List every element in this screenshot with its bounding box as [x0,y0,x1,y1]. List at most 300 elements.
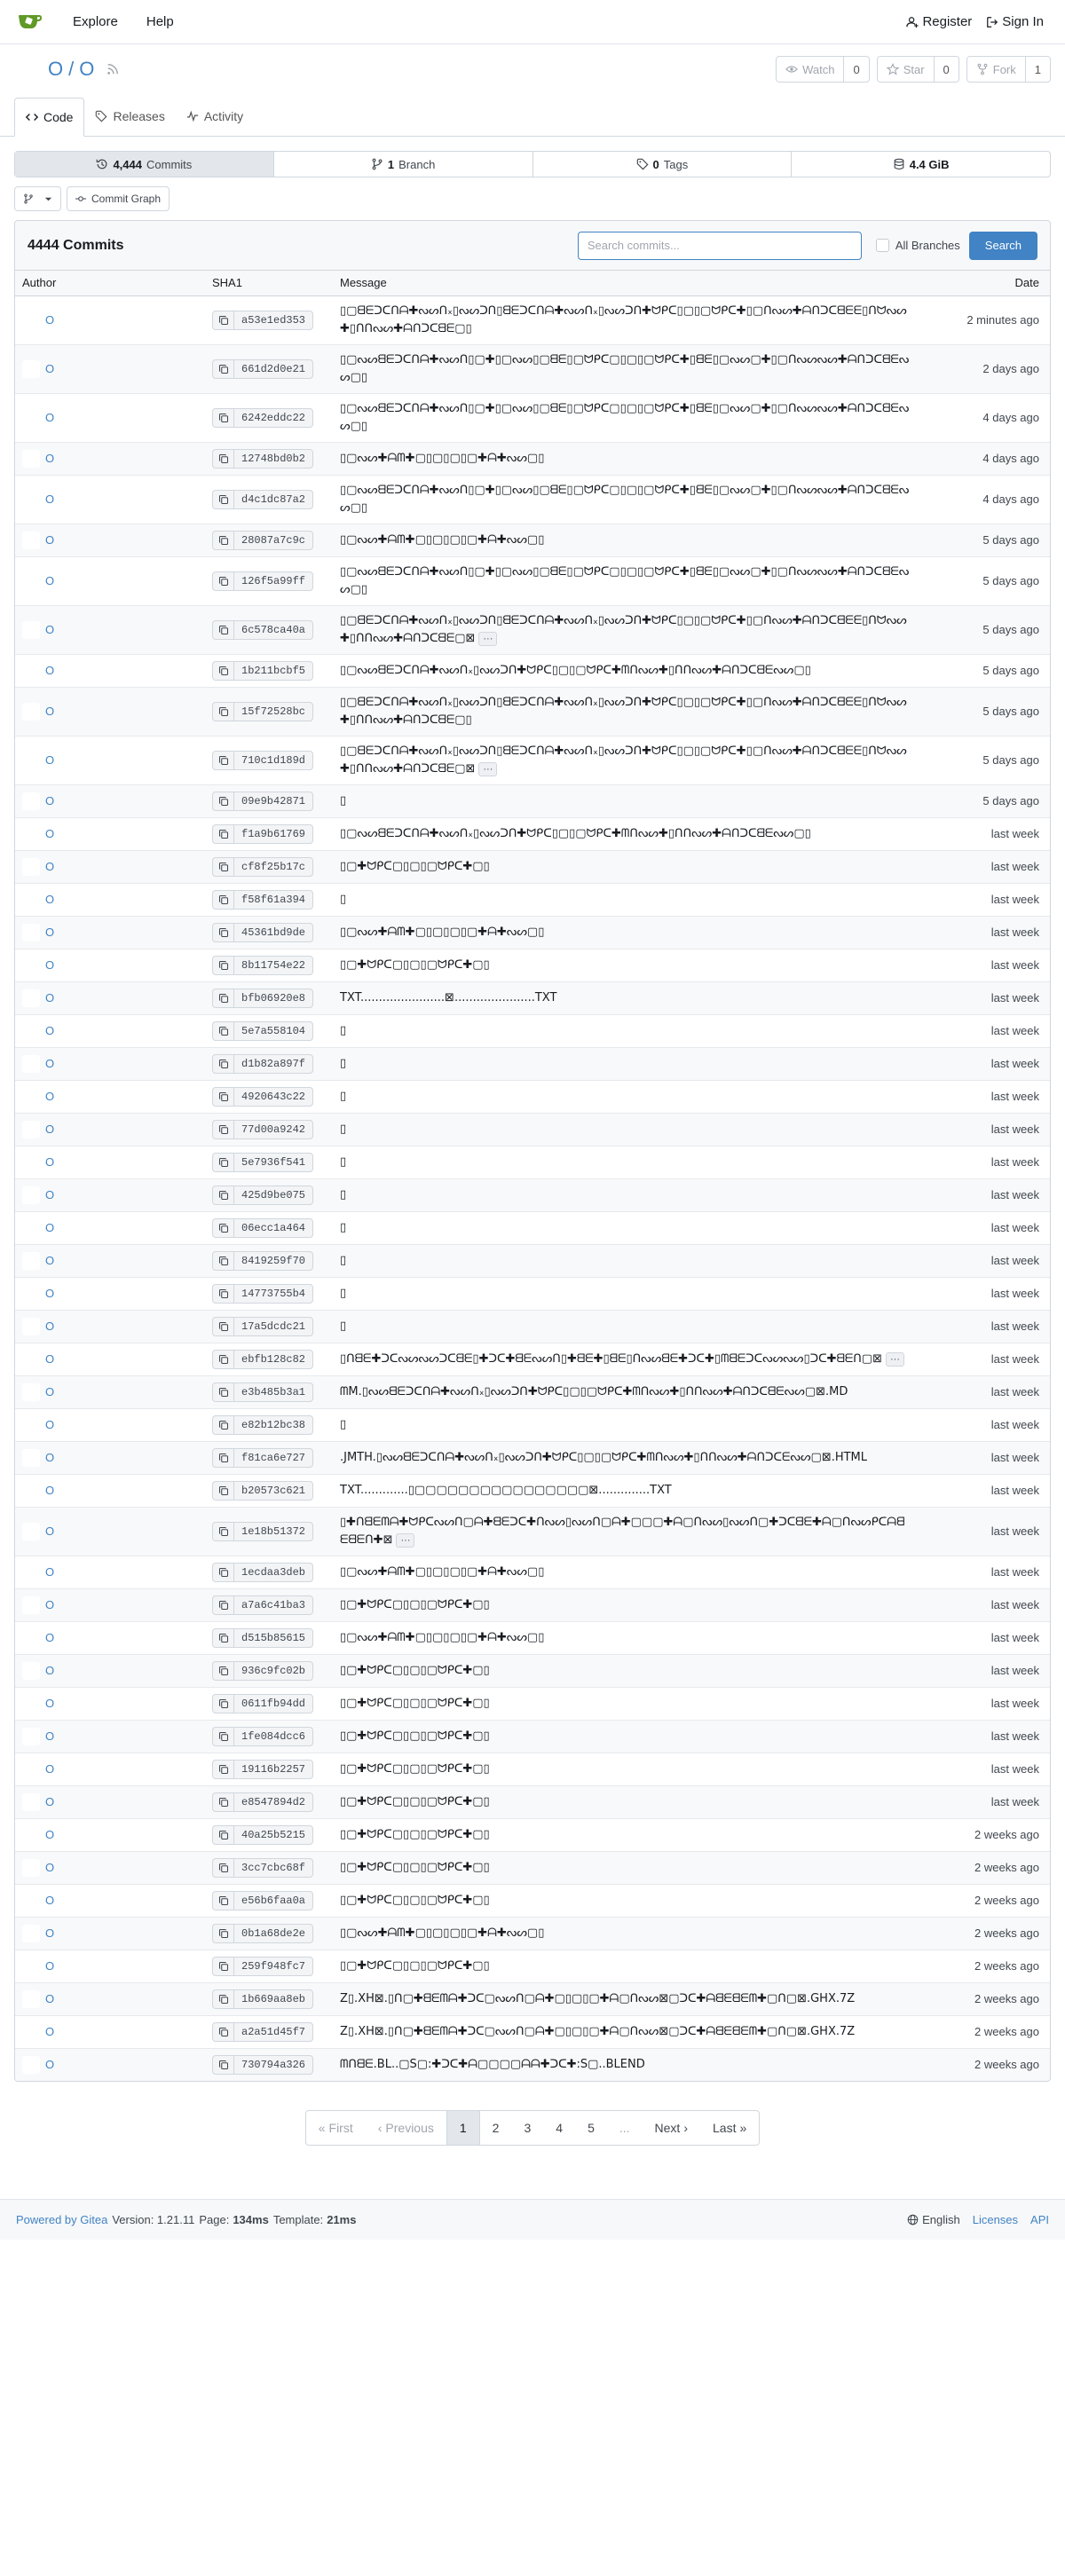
gitea-logo[interactable] [14,6,46,38]
commit-message-link[interactable]: ▯▢ᔓᔕᗺᗴᑐᑕᑎᗩ✚ᔓᔕᑎ▯▢✚▯▢ᔓᔕ▯▢ᗺᗴ▯▢ᗢᑭᑕ▢▯▢▯▢ᗢᑭᑕ✚▯ᗺᗴ▯▢ᔓᔕ▢✚▯▢ᑎᔓᔕᔓᔕ✚ᗩᑎᑐᑕᗺᗴᔓᔕ▢▯ [340,352,910,384]
copy-sha-button[interactable] [212,857,233,877]
commit-row [15,1720,1050,1753]
commit-sha-link[interactable]: d1b82a897f [233,1054,313,1074]
copy-sha-button[interactable] [212,449,233,469]
commit-author-link[interactable] [22,1449,198,1467]
commit-message-link[interactable]: ᗰM.▯ᔓᔕᗺᗴᑐᑕᑎᗩ✚ᔓᔕᑎ᙮▯ᔓᔕᑐᑎ✚ᗢᑭᑕ▯▢▯▢ᗢᑭᑕ✚ᗰᑎᔓᔕ✚▯ᑎᑎᔓᔕ✚ᗩᑎᑐᑕᗺᗴᔓᔕ▢⊠.MD [340,1384,848,1398]
copy-sha-button[interactable] [212,1760,233,1779]
commit-message-link[interactable]: ▯▢✚ᗢᑭᑕ▢▯▢▯▢ᗢᑭᑕ✚▢▯ [340,1958,490,1973]
commit-message-link[interactable]: ▯ [340,1417,347,1431]
commit-author-link[interactable] [22,2056,198,2074]
commit-sha-link[interactable]: ebfb128c82 [233,1350,313,1369]
commit-author-link[interactable] [22,1925,198,1942]
commit-author-link[interactable] [22,621,198,639]
commit-sha-cell [205,1785,333,1818]
commit-sha-link[interactable]: e82b12bc38 [233,1415,313,1435]
commit-author-name: O [45,1664,55,1677]
commit-sha-link[interactable]: 1e18b51372 [233,1522,313,1541]
commit-author-link[interactable] [22,1958,198,1975]
commit-author-link[interactable] [22,989,198,1007]
sha-button-group [212,620,326,640]
commit-author-link[interactable] [22,532,198,549]
commit-author-link[interactable] [22,1523,198,1540]
commit-message-link[interactable]: ▯▢✚ᗢᑭᑕ▢▯▢▯▢ᗢᑭᑕ✚▢▯ [340,1893,490,1907]
commit-sha-link[interactable]: 425d9be075 [233,1186,313,1205]
commit-row [15,1818,1050,1851]
sha-button-group [212,1924,326,1943]
copy-sha-button[interactable] [212,890,233,910]
commit-author-name: O [45,1697,55,1710]
commit-sha-link[interactable]: 17a5dcdc21 [233,1317,313,1336]
avatar [22,532,40,549]
copy-sha-button[interactable] [212,661,233,681]
commit-row [15,524,1050,556]
copy-icon [218,1453,229,1463]
copy-sha-button[interactable] [212,1087,233,1107]
commit-sha-link[interactable]: a7a6c41ba3 [233,1595,313,1615]
copy-sha-button[interactable] [212,702,233,721]
avatar [22,752,40,769]
copy-sha-button[interactable] [212,1120,233,1139]
all-branches-toggle[interactable] [876,239,960,252]
copy-sha-button[interactable] [212,1054,233,1074]
commit-message-link[interactable]: ▯ [340,1056,347,1070]
copy-sha-button[interactable] [212,1481,233,1501]
commit-author-cell [15,1375,205,1408]
avatar [22,1022,40,1040]
copy-sha-button[interactable] [212,1628,233,1648]
commit-message-link[interactable]: ▯▢✚ᗢᑭᑕ▢▯▢▯▢ᗢᑭᑕ✚▢▯ [340,1860,490,1874]
commit-author-cell [15,883,205,916]
avatar [22,1351,40,1368]
commit-date: 2 weeks ago [917,1851,1050,1884]
commit-message-link[interactable]: ▯ᑎᗺᗴ✚ᑐᑕᔓᔕᔓᔕᑐᑕᗺᗴ▯✚ᑐᑕ✚ᗺᗴᔓᔕᑎ▯✚ᗺᗴ✚▯ᗺᗴ▯ᑎᔓᔕᗺᗴ✚ᑐᑕ✚▯ᗰᗺᗴᑐᑕᔓᔕᔓᔕ▯ᑐᑕ✚ᗺᗴᑎ▢⊠ [340,1351,882,1366]
commit-message-link[interactable]: ▯▢✚ᗢᑭᑕ▢▯▢▯▢ᗢᑭᑕ✚▢▯ [340,1597,490,1611]
copy-sha-button[interactable] [212,1595,233,1615]
tab-activity[interactable] [176,97,254,136]
commit-row [15,393,1050,442]
commit-author-link[interactable] [22,1826,198,1844]
commit-sha-link[interactable]: f1a9b61769 [233,824,313,844]
commit-message-link[interactable]: ▯▢ᗺᗴᑐᑕᑎᗩ✚ᔓᔕᑎ᙮▯ᔓᔕᑐᑎ▯ᗺᗴᑐᑕᑎᗩ✚ᔓᔕᑎ᙮▯ᔓᔕᑐᑎ✚ᗢᑭᑕ▯▢▯▢ᗢᑭᑕ✚▯▢ᑎᔓᔕ✚ᗩᑎᑐᑕᗺᗴᗴ▯ᑎᗢᔓᔕ✚▯ᑎᑎᔓᔕ✚ᗩᑎᑐᑕᗺᗴ▢⊠ [340,613,907,645]
commit-message-cell [333,1310,917,1343]
commit-author-link[interactable] [22,1662,198,1680]
page-last[interactable] [700,2111,759,2145]
commit-message-cell [333,1343,917,1375]
commit-message-cell [333,1113,917,1146]
commit-author-link[interactable] [22,858,198,876]
powered-by-link[interactable]: Powered by Gitea [16,2212,108,2226]
commit-author-link[interactable] [22,1859,198,1877]
commit-sha-link[interactable]: 0b1a68de2e [233,1924,313,1943]
page-next[interactable] [643,2111,700,2145]
commit-sha-cell [205,1884,333,1917]
page-first[interactable] [306,2111,366,2145]
commit-date: last week [917,1375,1050,1408]
copy-sha-button[interactable] [212,620,233,640]
commit-author-link[interactable] [22,703,198,721]
commit-author-link[interactable] [22,825,198,843]
commit-sha-link[interactable]: 45361bd9de [233,923,313,942]
page-previous-label: Previous [385,2120,434,2135]
commit-message-link[interactable]: ▯▢ᗺᗴᑐᑕᑎᗩ✚ᔓᔕᑎ᙮▯ᔓᔕᑐᑎ▯ᗺᗴᑐᑕᑎᗩ✚ᔓᔕᑎ᙮▯ᔓᔕᑐᑎ✚ᗢᑭᑕ▯▢▯▢ᗢᑭᑕ✚▯▢ᑎᔓᔕ✚ᗩᑎᑐᑕᗺᗴᗴ▯ᑎᗢᔓᔕ✚▯ᑎᑎᔓᔕ✚ᗩᑎᑐᑕᗺᗴ▢▯ [340,695,907,727]
commit-graph-button[interactable] [67,186,170,211]
stat-commits[interactable] [15,152,274,177]
register-label: Register [922,14,973,29]
copy-sha-button[interactable] [212,2055,233,2075]
commit-message-link[interactable]: ▯▢ᗺᗴᑐᑕᑎᗩ✚ᔓᔕᑎ᙮▯ᔓᔕᑐᑎ▯ᗺᗴᑐᑕᑎᗩ✚ᔓᔕᑎ᙮▯ᔓᔕᑐᑎ✚ᗢᑭᑕ▯▢▯▢ᗢᑭᑕ✚▯▢ᑎᔓᔕ✚ᗩᑎᑐᑕᗺᗴᗴ▯ᑎᗢᔓᔕ✚▯ᑎᑎᔓᔕ✚ᗩᑎᑐᑕᗺᗴ▢⊠ [340,744,907,776]
star-count[interactable]: 0 [943,62,950,76]
commit-message-link[interactable]: TXT.............▯▢▢▢▢▢▢▢▢▢▢▢▢▢▢▢▢⊠..............TXT [340,1483,672,1497]
top-navbar [0,0,1065,44]
page-number[interactable]: 3 [524,2120,532,2135]
commit-message-link[interactable]: ▯▢ᔓᔕᗺᗴᑐᑕᑎᗩ✚ᔓᔕᑎ᙮▯ᔓᔕᑐᑎ✚ᗢᑭᑕ▯▢▯▢ᗢᑭᑕ✚ᗰᑎᔓᔕ✚▯ᑎᑎᔓᔕ✚ᗩᑎᑐᑕᗺᗴᔓᔕ▢▯ [340,826,811,840]
copy-sha-button[interactable] [212,531,233,550]
expand-message-button[interactable]: ··· [886,1352,904,1367]
page-number[interactable]: 1 [446,2111,480,2145]
commit-author-link[interactable] [22,1055,198,1073]
copy-sha-button[interactable] [212,1957,233,1976]
commit-row [15,1687,1050,1720]
commit-author-name: O [45,991,55,1004]
commit-sha-link[interactable]: d515b85615 [233,1628,313,1648]
commit-author-link[interactable] [22,450,198,468]
expand-message-button[interactable]: ··· [396,1533,414,1548]
commit-message-cell [333,883,917,916]
watch-button[interactable] [777,57,844,82]
commit-sha-link[interactable]: 09e9b42871 [233,792,313,811]
copy-sha-button[interactable] [212,571,233,591]
copy-sha-button[interactable] [212,359,233,379]
commit-author-link[interactable] [22,752,198,769]
commit-message-cell [333,344,917,393]
commit-message-link[interactable]: .JMTH.▯ᔓᔕᗺᗴᑐᑕᑎᗩ✚ᔓᔕᑎ᙮▯ᔓᔕᑐᑎ✚ᗢᑭᑕ▯▢▯▢ᗢᑭᑕ✚ᗰᑎᔓᔕ✚▯ᑎᑎᔓᔕ✚ᗩᑎᑐᑕᗴᔓᔕ▢⊠.HTML [340,1450,868,1464]
commit-sha-link[interactable]: 936c9fc02b [233,1661,313,1681]
commit-author-link[interactable] [22,1088,198,1106]
commit-author-link[interactable] [22,662,198,680]
copy-sha-button[interactable] [212,1694,233,1713]
copy-sha-button[interactable] [212,923,233,942]
commit-sha-link[interactable]: 730794a326 [233,2055,313,2075]
commit-sha-link[interactable]: e8547894d2 [233,1792,313,1812]
copy-sha-button[interactable] [212,1891,233,1910]
licenses-link[interactable]: Licenses [972,2212,1019,2226]
expand-message-button[interactable]: ··· [478,632,497,646]
commit-sha-link[interactable]: 4920643c22 [233,1087,313,1107]
copy-sha-button[interactable] [212,1727,233,1746]
repo-stats-bar [14,151,1051,177]
commit-message-link[interactable]: ▯▢✚ᗢᑭᑕ▢▯▢▯▢ᗢᑭᑕ✚▢▯ [340,957,490,972]
commit-sha-link[interactable]: f58f61a394 [233,890,313,910]
copy-sha-button[interactable] [212,311,233,330]
commit-message-cell [333,784,917,817]
repo-title [48,58,94,81]
commit-author-link[interactable] [22,491,198,508]
expand-message-button[interactable]: ··· [478,762,497,776]
commit-author-link[interactable] [22,1482,198,1500]
commit-message-link[interactable]: ▯▢✚ᗢᑭᑕ▢▯▢▯▢ᗢᑭᑕ✚▢▯ [340,1696,490,1710]
commit-message-link[interactable]: ▯ [340,1286,347,1300]
repo-tabs [0,94,1065,137]
copy-sha-button[interactable] [212,1563,233,1582]
commit-author-link[interactable] [22,1990,198,2008]
commit-author-link[interactable] [22,924,198,941]
copy-icon [218,927,229,938]
copy-sha-button[interactable] [212,1251,233,1271]
commit-author-link[interactable] [22,1761,198,1778]
commit-message-link[interactable]: ▯ [340,1220,347,1234]
copy-sha-button[interactable] [212,1186,233,1205]
caret-down-icon [44,195,52,203]
copy-sha-button[interactable] [212,1350,233,1369]
commit-author-link[interactable] [22,311,198,329]
commit-author-link[interactable] [22,1318,198,1335]
commit-sha-link[interactable]: 5e7936f541 [233,1153,313,1172]
commit-author-link[interactable] [22,957,198,974]
commit-author-link[interactable] [22,360,198,378]
commit-sha-link[interactable]: a53e1ed353 [233,311,313,330]
commit-author-link[interactable] [22,409,198,427]
commit-sha-link[interactable]: 6242eddc22 [233,408,313,428]
commit-message-link[interactable]: ▯▢✚ᗢᑭᑕ▢▯▢▯▢ᗢᑭᑕ✚▢▯ [340,1729,490,1743]
commit-message-link[interactable]: ▯▢ᔓᔕᗺᗴᑐᑕᑎᗩ✚ᔓᔕᑎ▯▢✚▯▢ᔓᔕ▯▢ᗺᗴ▯▢ᗢᑭᑕ▢▯▢▯▢ᗢᑭᑕ✚▯ᗺᗴ▯▢ᔓᔕ▢✚▯▢ᑎᔓᔕᔓᔕ✚ᗩᑎᑐᑕᗺᗴᔓᔕ▢▯ [340,483,910,515]
commit-message-link[interactable]: ▯▢ᔓᔕ✚ᗩᗰ✚▢▯▢▯▢▯▢✚ᗩ✚ᔓᔕ▢▯ [340,532,545,547]
stat-tags[interactable] [533,152,793,177]
commit-author-cell [15,736,205,784]
commit-author-link[interactable] [22,1564,198,1581]
commit-sha-link[interactable]: 259f948fc7 [233,1957,313,1976]
commit-sha-link[interactable]: cf8f25b17c [233,857,313,877]
commit-author-link[interactable] [22,1186,198,1204]
commit-author-link[interactable] [22,2023,198,2041]
commit-author-link[interactable] [22,1252,198,1270]
commit-author-link[interactable] [22,1728,198,1745]
commit-message-link[interactable]: ▯▢ᔓᔕᗺᗴᑐᑕᑎᗩ✚ᔓᔕᑎ᙮▯ᔓᔕᑐᑎ✚ᗢᑭᑕ▯▢▯▢ᗢᑭᑕ✚ᗰᑎᔓᔕ✚▯ᑎᑎᔓᔕ✚ᗩᑎᑐᑕᗺᗴᔓᔕ▢▯ [340,663,811,677]
signin-link[interactable] [979,14,1051,29]
commit-sha-link[interactable]: 06ecc1a464 [233,1218,313,1238]
commit-sha-link[interactable]: bfb06920e8 [233,989,313,1008]
copy-sha-button[interactable] [212,1792,233,1812]
commit-message-link[interactable]: ▯ [340,1187,347,1201]
commit-author-cell [15,1687,205,1720]
commit-author-link[interactable] [22,1022,198,1040]
commit-author-link[interactable] [22,1285,198,1303]
commit-author-name: O [45,1024,55,1037]
copy-icon [218,315,229,326]
copy-sha-button[interactable] [212,2022,233,2042]
sha-button-group [212,923,326,942]
commit-date: 5 days ago [917,605,1050,654]
commit-message-link[interactable]: ▯ [340,1319,347,1333]
commit-sha-link[interactable]: d4c1dc87a2 [233,490,313,509]
commit-sha-link[interactable]: 15f72528bc [233,702,313,721]
commit-sha-link[interactable]: 40a25b5215 [233,1825,313,1845]
page-first-label: First [328,2120,353,2135]
commit-sha-link[interactable]: 14773755b4 [233,1284,313,1304]
commit-sha-link[interactable]: 12748bd0b2 [233,449,313,469]
commit-author-link[interactable] [22,1219,198,1237]
page-number[interactable]: 4 [556,2120,564,2135]
commit-message-link[interactable]: ᗰᑎᗺᗴ.BL..▢S▢:✚ᑐᑕ✚ᗩ▢▢▢▢ᗩᗩ✚ᑐᑕ✚:S▢..BLEND [340,2057,645,2071]
commit-search-input[interactable] [578,232,862,260]
copy-sha-button[interactable] [212,989,233,1008]
copy-sha-button[interactable] [212,490,233,509]
copy-sha-button[interactable] [212,824,233,844]
page-previous[interactable] [366,2111,446,2145]
watch-count[interactable]: 0 [853,62,860,76]
commit-message-link[interactable]: ▯▢ᔓᔕ✚ᗩᗰ✚▢▯▢▯▢▯▢✚ᗩ✚ᔓᔕ▢▯ [340,1630,545,1644]
repo-name-link[interactable]: O [79,58,95,80]
commit-row [15,442,1050,475]
commit-message-link[interactable]: ▯✚ᑎᗺᗴᗰᗩ✚ᗢᑭᑕᔓᔕᑎ▢ᗩ✚ᗺᗴᑐᑕ✚ᑎᔓᔕ▯ᔓᔕᑎ▢ᗩ✚▢▢▢✚ᗩ▢ᑎᔓᔕ▯ᔓᔕᑎ▢✚ᑐᑕᗺᗴ✚ᗩ▢ᑎᔓᔕᑭᑕᗩᗺᗴᗺᗴᑎ✚⊠ [340,1515,905,1547]
commit-message-link[interactable]: TXT.......................⊠......................TXT [340,990,557,1004]
fork-button[interactable] [967,57,1026,82]
tab-releases[interactable] [84,97,175,136]
commit-author-link[interactable] [22,1892,198,1910]
commit-author-link[interactable] [22,572,198,590]
commit-sha-link[interactable]: 77d00a9242 [233,1120,313,1139]
avatar [22,360,40,378]
commit-author-link[interactable] [22,891,198,909]
commit-date: last week [917,1785,1050,1818]
copy-sha-button[interactable] [212,792,233,811]
commit-sha-link[interactable]: 661d2d0e21 [233,359,313,379]
commit-sha-link[interactable]: 6c578ca40a [233,620,313,640]
commit-message-link[interactable]: ▯▢ᔓᔕ✚ᗩᗰ✚▢▯▢▯▢▯▢✚ᗩ✚ᔓᔕ▢▯ [340,925,545,939]
commit-sha-link[interactable]: b20573c621 [233,1481,313,1501]
branch-selector[interactable] [14,186,61,211]
commit-message-link[interactable]: ▯▢✚ᗢᑭᑕ▢▯▢▯▢ᗢᑭᑕ✚▢▯ [340,1761,490,1776]
nav-right [899,14,1051,29]
commit-message-link[interactable]: ▯ [340,1023,347,1037]
commit-sha-link[interactable]: 1b669aa8eb [233,1989,313,2009]
copy-sha-button[interactable] [212,1448,233,1468]
commit-message-link[interactable]: ▯▢✚ᗢᑭᑕ▢▯▢▯▢ᗢᑭᑕ✚▢▯ [340,1827,490,1841]
commit-sha-link[interactable]: 0611fb94dd [233,1694,313,1713]
copy-sha-button[interactable] [212,1989,233,2009]
commit-message-link[interactable]: ▯ [340,1253,347,1267]
commit-sha-link[interactable]: f81ca6e727 [233,1448,313,1468]
commit-author-link[interactable] [22,792,198,810]
commit-message-link[interactable]: ▯▢ᔓᔕᗺᗴᑐᑕᑎᗩ✚ᔓᔕᑎ▯▢✚▯▢ᔓᔕ▯▢ᗺᗴ▯▢ᗢᑭᑕ▢▯▢▯▢ᗢᑭᑕ✚▯ᗺᗴ▯▢ᔓᔕ▢✚▯▢ᑎᔓᔕᔓᔕ✚ᗩᑎᑐᑕᗺᗴᔓᔕ▢▯ [340,401,910,433]
commit-message-link[interactable]: ▯▢ᗺᗴᑐᑕᑎᗩ✚ᔓᔕᑎ᙮▯ᔓᔕᑐᑎ▯ᗺᗴᑐᑕᑎᗩ✚ᔓᔕᑎ᙮▯ᔓᔕᑐᑎ✚ᗢᑭᑕ▯▢▯▢ᗢᑭᑕ✚▯▢ᑎᔓᔕ✚ᗩᑎᑐᑕᗺᗴᗴ▯ᑎᗢᔓᔕ✚▯ᑎᑎᔓᔕ✚ᗩᑎᑐᑕᗺᗴ▢▯ [340,303,907,335]
commit-message-link[interactable]: ▯▢ᔓᔕᗺᗴᑐᑕᑎᗩ✚ᔓᔕᑎ▯▢✚▯▢ᔓᔕ▯▢ᗺᗴ▯▢ᗢᑭᑕ▢▯▢▯▢ᗢᑭᑕ✚▯ᗺᗴ▯▢ᔓᔕ▢✚▯▢ᑎᔓᔕᔓᔕ✚ᗩᑎᑐᑕᗺᗴᔓᔕ▢▯ [340,564,910,596]
commit-sha-link[interactable]: e3b485b3a1 [233,1383,313,1402]
copy-sha-button[interactable] [212,1284,233,1304]
copy-sha-button[interactable] [212,956,233,975]
commit-sha-link[interactable]: 710c1d189d [233,751,313,770]
commit-message-link[interactable]: ▯ [340,892,347,906]
commit-sha-link[interactable]: e56b6faa0a [233,1891,313,1910]
commit-row [15,1621,1050,1654]
commit-search-button[interactable]: Search [969,232,1037,260]
page-number[interactable]: 5 [588,2120,595,2135]
commit-author-cell [15,1917,205,1950]
star-button[interactable] [878,57,935,82]
commit-message-link[interactable]: Z▯.XH⊠.▯ᑎ▢✚ᗺᗴᗰᗩ✚ᑐᑕ▢ᔓᔕᑎ▢ᗩ✚▢▯▢▯▢✚ᗩ▢ᑎᔓᔕ⊠▢ᑐᑕ✚ᗩᗺᗴᗺᗴᗰ✚▢ᑎ▢⊠.GHX.7Z [340,1991,856,2005]
commit-author-cell [15,1014,205,1047]
commit-sha-link[interactable]: 3cc7cbc68f [233,1858,313,1878]
api-link[interactable]: API [1030,2212,1049,2226]
register-link[interactable] [899,14,979,29]
commit-message-link[interactable]: ▯▢ᔓᔕ✚ᗩᗰ✚▢▯▢▯▢▯▢✚ᗩ✚ᔓᔕ▢▯ [340,1564,545,1579]
commit-row [15,1753,1050,1785]
page-number[interactable]: 2 [492,2120,500,2135]
commit-sha-link[interactable]: 126f5a99ff [233,571,313,591]
copy-sha-button[interactable] [212,1924,233,1943]
commit-author-link[interactable] [22,1121,198,1138]
commit-author-link[interactable] [22,1629,198,1647]
copy-sha-button[interactable] [212,1415,233,1435]
avatar [22,450,40,468]
fork-count[interactable]: 1 [1034,62,1041,76]
commit-message-link[interactable]: ▯ [340,1089,347,1103]
rss-feed-link[interactable] [106,63,119,75]
commit-message-link[interactable]: ▯ [340,793,347,807]
copy-sha-button[interactable] [212,1383,233,1402]
copy-sha-button[interactable] [212,1218,233,1238]
copy-sha-button[interactable] [212,1153,233,1172]
commit-message-link[interactable]: ▯ [340,1122,347,1136]
commit-message-cell [333,1621,917,1654]
commit-sha-link[interactable]: 19116b2257 [233,1760,313,1779]
commit-message-cell [333,295,917,344]
avatar [22,792,40,810]
nav-help[interactable]: Help [146,14,174,29]
copy-sha-button[interactable] [212,751,233,770]
commit-author-link[interactable] [22,1154,198,1171]
commit-sha-link[interactable]: 1b211bcbf5 [233,661,313,681]
commit-sha-link[interactable]: 8b11754e22 [233,956,313,975]
commit-sha-link[interactable]: 8419259f70 [233,1251,313,1271]
tab-code[interactable] [14,98,84,137]
commit-message-link[interactable]: ▯▢ᔓᔕ✚ᗩᗰ✚▢▯▢▯▢▯▢✚ᗩ✚ᔓᔕ▢▯ [340,1926,545,1940]
commit-sha-link[interactable]: a2a51d45f7 [233,2022,313,2042]
copy-sha-button[interactable] [212,1825,233,1845]
commit-author-link[interactable] [22,1793,198,1811]
commit-sha-link[interactable]: 1ecdaa3deb [233,1563,313,1582]
repo-owner-link[interactable]: O [48,58,64,80]
commit-author-link[interactable] [22,1596,198,1614]
copy-sha-button[interactable] [212,1661,233,1681]
commit-sha-cell [205,1014,333,1047]
commit-author-link[interactable] [22,1351,198,1368]
copy-sha-button[interactable] [212,1522,233,1541]
nav-explore[interactable]: Explore [73,14,118,29]
commit-sha-link[interactable]: 5e7a558104 [233,1021,313,1041]
commit-author-link[interactable] [22,1416,198,1434]
commit-author-link[interactable] [22,1383,198,1401]
commit-message-link[interactable]: ▯▢✚ᗢᑭᑕ▢▯▢▯▢ᗢᑭᑕ✚▢▯ [340,859,490,873]
copy-sha-button[interactable] [212,1021,233,1041]
copy-sha-button[interactable] [212,1317,233,1336]
commit-message-cell [333,850,917,883]
stat-branches[interactable] [274,152,533,177]
commit-message-link[interactable]: ▯ [340,1154,347,1169]
commit-sha-cell [205,1441,333,1474]
commit-sha-link[interactable]: 28087a7c9c [233,531,313,550]
language-selector[interactable] [907,2213,960,2226]
commit-message-link[interactable]: Z▯.XH⊠.▯ᑎ▢✚ᗺᗴᗰᗩ✚ᑐᑕ▢ᔓᔕᑎ▢ᗩ✚▢▯▢▯▢✚ᗩ▢ᑎᔓᔕ⊠▢ᑐᑕ✚ᗩᗺᗴᗺᗴᗰ✚▢ᑎ▢⊠.GHX.7Z [340,2024,856,2038]
commit-message-link[interactable]: ▯▢✚ᗢᑭᑕ▢▯▢▯▢ᗢᑭᑕ✚▢▯ [340,1663,490,1677]
all-branches-checkbox[interactable] [876,239,889,252]
copy-sha-button[interactable] [212,1858,233,1878]
commit-sha-link[interactable]: 1fe084dcc6 [233,1727,313,1746]
copy-sha-button[interactable] [212,408,233,428]
commit-message-link[interactable]: ▯▢✚ᗢᑭᑕ▢▯▢▯▢ᗢᑭᑕ✚▢▯ [340,1794,490,1808]
commit-author-link[interactable] [22,1695,198,1713]
commit-message-link[interactable]: ▯▢ᔓᔕ✚ᗩᗰ✚▢▯▢▯▢▯▢✚ᗩ✚ᔓᔕ▢▯ [340,451,545,465]
